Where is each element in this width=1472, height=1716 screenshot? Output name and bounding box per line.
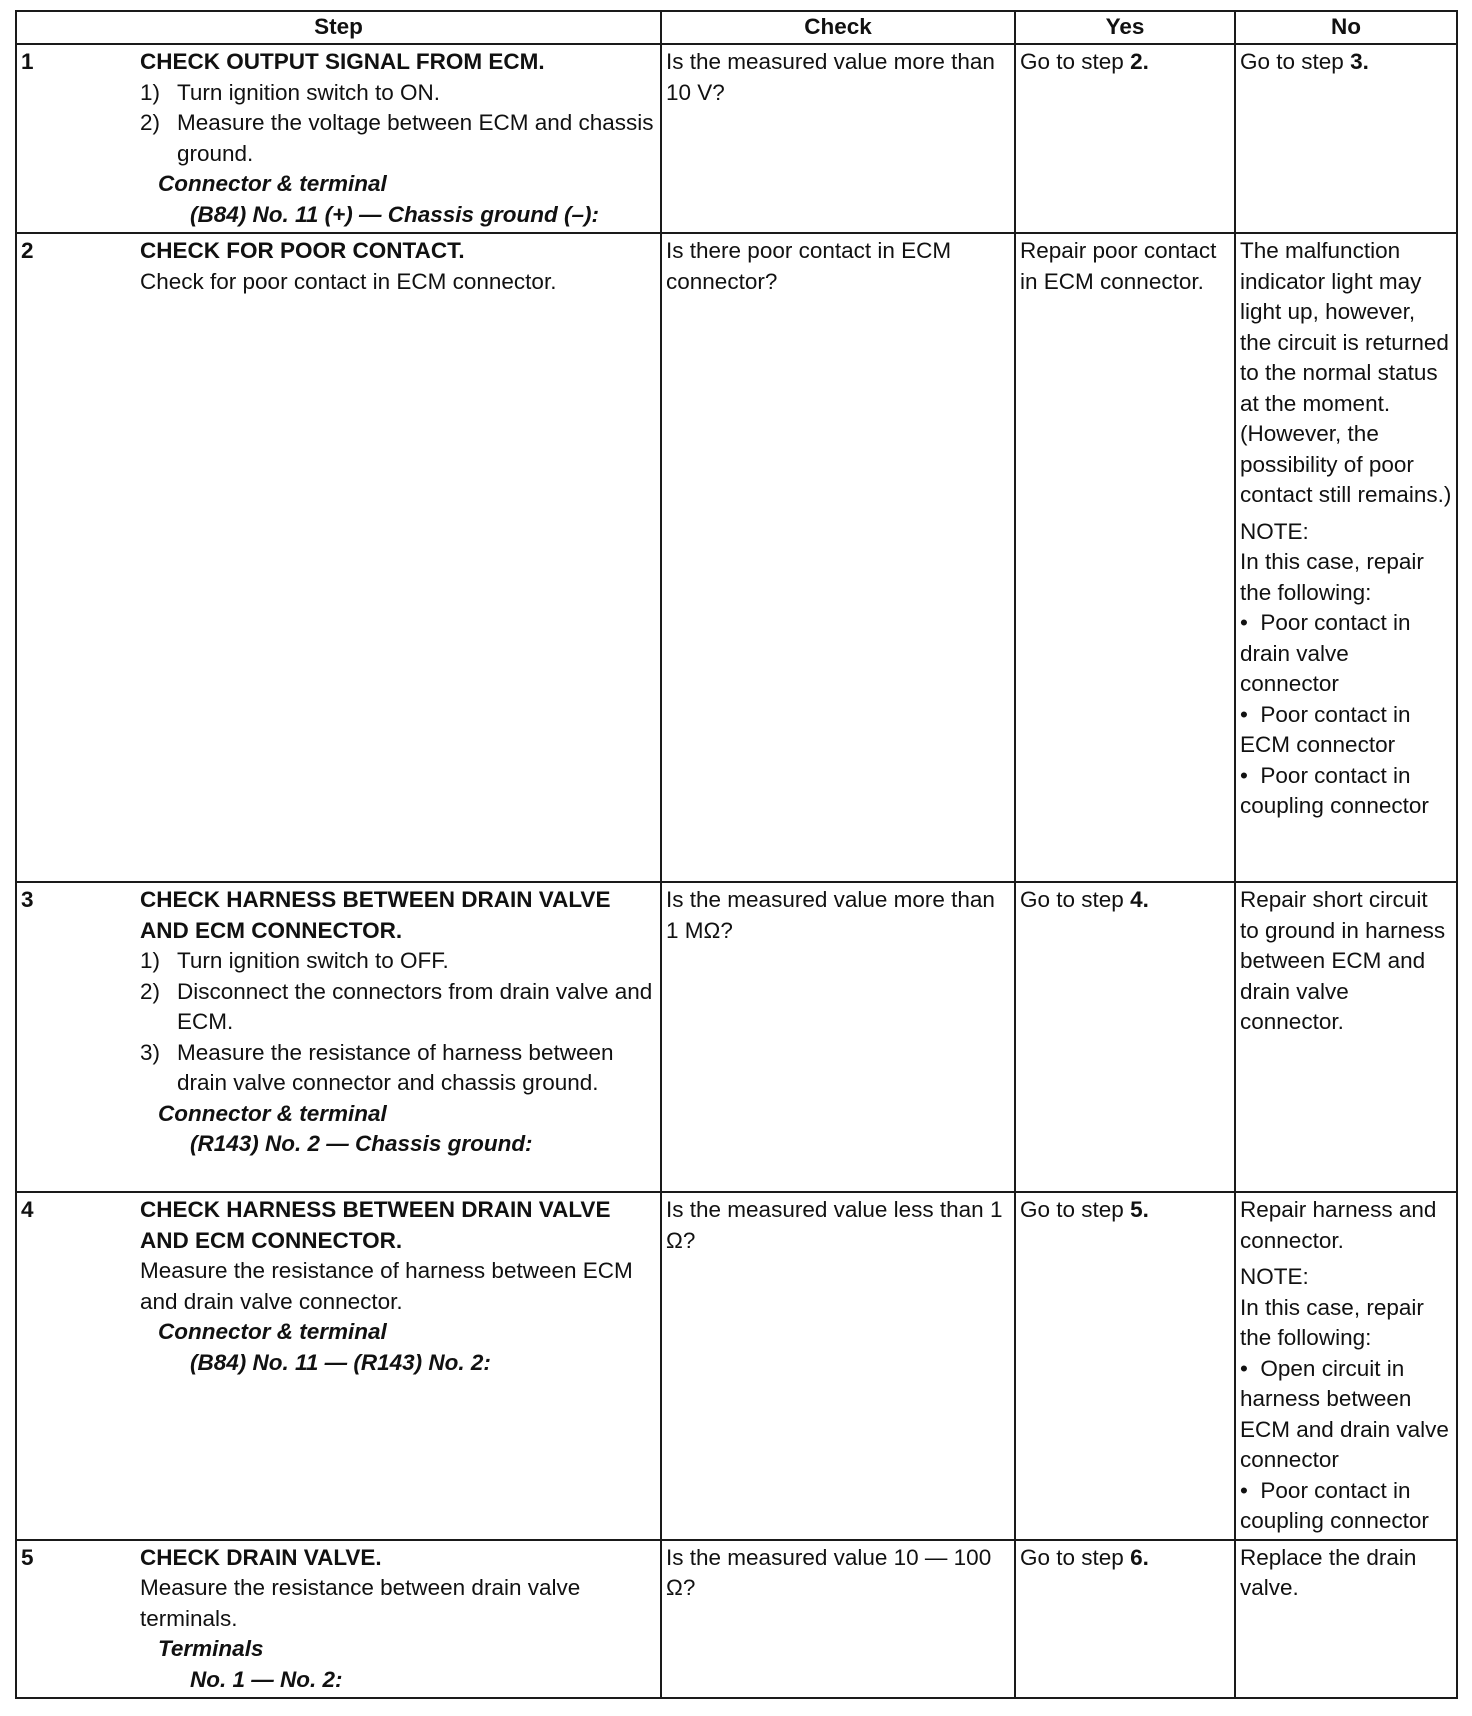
table-row (16, 882, 1457, 1192)
step-number: 4 (16, 1192, 136, 1540)
step-cell (136, 44, 661, 233)
yes-cell: Go to step 2. (1015, 44, 1235, 233)
step-title: CHECK HARNESS BETWEEN DRAIN VALVE AND ECM CONNECTOR. (140, 1197, 611, 1253)
step-title: CHECK HARNESS BETWEEN DRAIN VALVE AND ECM CONNECTOR. (140, 887, 611, 943)
connector-value: (R143) No. 2 — Chassis ground: (190, 1131, 533, 1156)
step-title: CHECK OUTPUT SIGNAL FROM ECM. (140, 49, 545, 74)
header-no: No (1235, 11, 1457, 44)
check-cell: Is there poor contact in ECM connector? (661, 233, 1015, 882)
check-cell: Is the measured value more than 1 MΩ? (661, 882, 1015, 1192)
step-cell (136, 882, 661, 1192)
step-number: 1 (16, 44, 136, 233)
connector-label: Terminals (158, 1636, 264, 1661)
header-step: Step (16, 11, 661, 44)
check-cell: Is the measured value less than 1 Ω? (661, 1192, 1015, 1540)
connector-value: No. 1 — No. 2: (190, 1666, 343, 1692)
connector-label: Connector & terminal (158, 171, 387, 196)
connector-label: Connector & terminal (158, 1319, 387, 1344)
step-cell (136, 1192, 661, 1540)
check-cell: Is the measured value 10 — 100 Ω? (661, 1540, 1015, 1699)
table-row (16, 1540, 1457, 1699)
step-number: 2 (16, 233, 136, 882)
list-item: 1) Turn ignition switch to OFF. (140, 948, 449, 973)
no-cell: Repair harness and connector. NOTE: In this case, repair the following: • Open circuit in harness between ECM and drain valve connector • Poor contact in coupling connector (1235, 1192, 1457, 1540)
no-cell: Go to step 3. (1235, 44, 1457, 233)
list-item: • Open circuit in harness between ECM and drain valve connector (1240, 1354, 1452, 1476)
yes-cell: Repair poor contact in ECM connector. (1015, 233, 1235, 882)
header-row (16, 11, 1457, 44)
no-cell: Replace the drain valve. (1235, 1540, 1457, 1699)
step-description: Check for poor contact in ECM connector. (140, 268, 557, 294)
step-number: 5 (16, 1540, 136, 1699)
list-item: • Poor contact in coupling connector (1240, 761, 1452, 822)
check-cell: Is the measured value more than 10 V? (661, 44, 1015, 233)
list-item: 1) Turn ignition switch to ON. (140, 79, 441, 105)
connector-value: (B84) No. 11 — (R143) No. 2: (190, 1349, 491, 1375)
table-row (16, 1192, 1457, 1540)
list-item: • Poor contact in ECM connector (1240, 700, 1452, 761)
connector-label: Connector & terminal (158, 1100, 387, 1126)
note-label: NOTE: (1240, 518, 1309, 544)
step-title: CHECK DRAIN VALVE. (140, 1544, 382, 1570)
no-cell: The malfunction indicator light may light up, however, the circuit is returned to the normal status at the moment. (However, the possibility of poor contact still remains.) NOTE: In this case, repair the following: • Poor contact in drain valve connector • Poor contact in ECM connector • Poor contact in coupling connector (1235, 233, 1457, 882)
yes-cell: Go to step 5. (1015, 1192, 1235, 1540)
connector-value: (B84) No. 11 (+) — Chassis ground (–): (190, 201, 600, 227)
yes-cell: Go to step 6. (1015, 1540, 1235, 1699)
step-description: Measure the resistance between drain valve terminals. (140, 1575, 581, 1631)
no-cell: Repair short circuit to ground in harness between ECM and drain valve connector. (1235, 882, 1457, 1192)
header-check: Check (661, 11, 1015, 44)
step-description: Measure the resistance of harness between ECM and drain valve connector. (140, 1258, 633, 1314)
table-row (16, 44, 1457, 233)
diagnostic-table (15, 10, 1458, 1699)
list-item: 2) Disconnect the connectors from drain valve and ECM. (140, 978, 653, 1034)
step-cell (136, 233, 661, 882)
list-item: 2) Measure the voltage between ECM and chassis ground. (140, 110, 654, 166)
header-yes: Yes (1015, 11, 1235, 44)
note-label: NOTE: (1240, 1264, 1309, 1289)
step-title: CHECK FOR POOR CONTACT. (140, 238, 465, 263)
yes-cell: Go to step 4. (1015, 882, 1235, 1192)
step-cell (136, 1540, 661, 1699)
step-number: 3 (16, 882, 136, 1192)
list-item: 3) Measure the resistance of harness between drain valve connector and chassis ground. (140, 1039, 614, 1095)
table-row (16, 233, 1457, 882)
list-item: • Poor contact in coupling connector (1240, 1476, 1452, 1537)
list-item: • Poor contact in drain valve connector (1240, 608, 1452, 700)
